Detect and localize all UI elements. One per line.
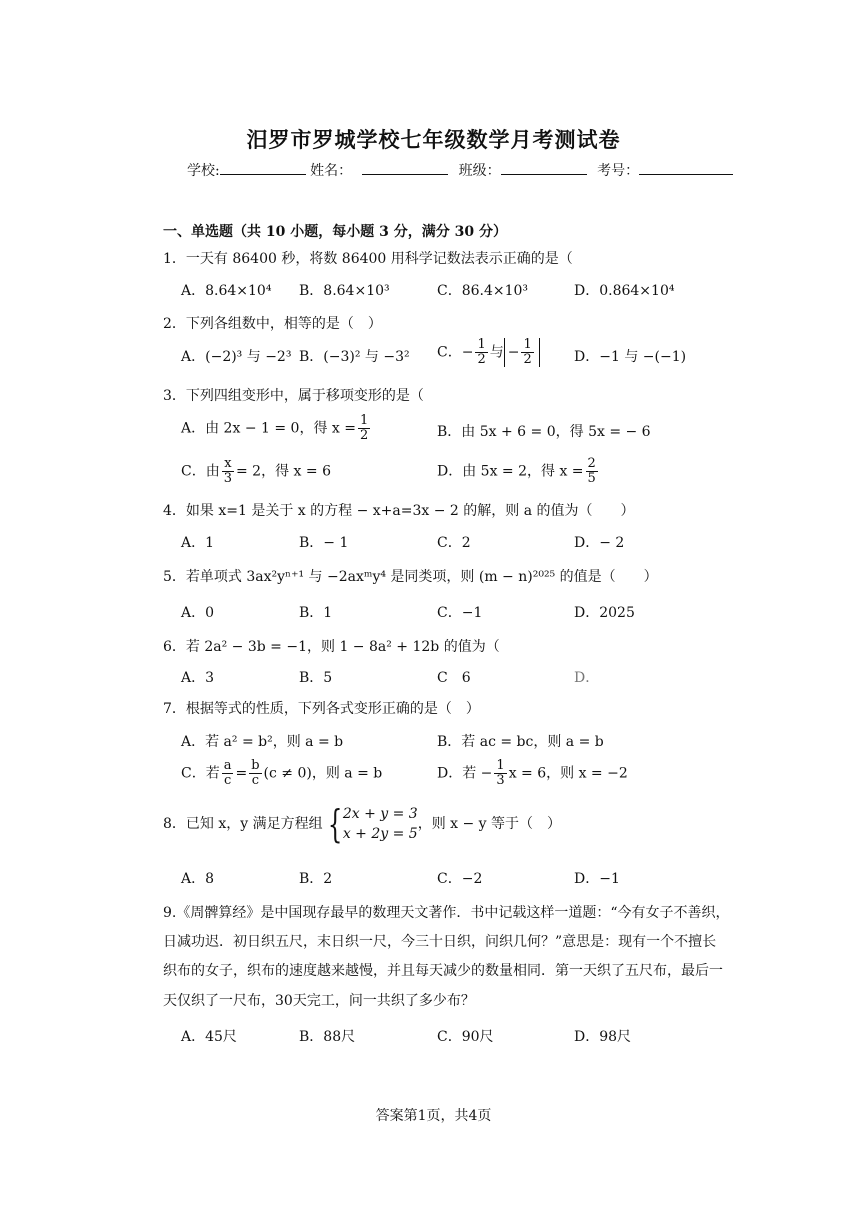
school-label: 学校: (187, 163, 220, 179)
numerator: x (222, 457, 234, 472)
denominator: 5 (587, 471, 596, 486)
option-label: C． (437, 344, 462, 361)
question-9-option-b: B．88尺 (299, 1029, 356, 1045)
exam-no-blank (639, 160, 733, 175)
question-8-stem (163, 804, 561, 844)
question-6-stem: 6．若 2a² − 3b = −1，则 1 − 8a² + 12b 的值为（ (163, 639, 500, 655)
numerator: 1 (477, 337, 486, 352)
equation-system (343, 804, 418, 844)
question-9-line-4: 天仅织了一尺布，30天完工，问一共织了多少布？ (163, 993, 475, 1009)
fraction (494, 759, 506, 788)
class-label: 班级： (458, 163, 501, 179)
question-2-option-b (299, 346, 410, 366)
question-9-line-2: 日减功迟．初日织五尺，末日织一尺，今三十日织，问织几何？”意思是：现有一个不擅长 (163, 934, 717, 950)
numerator: 2 (587, 456, 596, 471)
page-footer: 答案第1页，共4页 (375, 1108, 492, 1124)
question-9-line-3: 织布的女子，织布的速度越来越慢，并且每天减少的数量相同．第一天织了五尺布，最后一 (163, 963, 723, 979)
question-6-option-c: C 6 (437, 670, 471, 686)
option-label: B． (299, 349, 324, 365)
numerator: b (251, 758, 260, 773)
option-text: D．由 5x = 2，得 x = (437, 463, 584, 480)
equals-sign: = (235, 765, 248, 782)
question-1-option-d: D．0.864×10⁴ (574, 283, 675, 299)
question-9-option-c: C．90尺 (437, 1029, 494, 1045)
question-6-option-a: A．3 (181, 670, 215, 686)
class-blank (501, 160, 587, 175)
section-heading: 一、单选题（共 10 小题，每小题 3 分，满分 30 分） (163, 224, 507, 240)
fraction (358, 414, 370, 443)
question-2-option-d (574, 346, 686, 366)
denominator: 3 (496, 773, 505, 788)
question-1-option-b: B．8.64×10³ (299, 283, 390, 299)
question-9-option-a: A．45尺 (181, 1029, 237, 1045)
denominator: c (223, 773, 232, 788)
option-text: (c ≠ 0)，则 a = b (263, 765, 383, 782)
absolute-value: − $\frac{1}{2}$ (504, 338, 540, 367)
question-4-option-a: A．1 (181, 535, 215, 551)
question-3-option-d (437, 457, 600, 486)
denominator: 2 (477, 352, 486, 367)
question-8-option-c: C．−2 (437, 871, 483, 887)
question-9-line-1: 9.《周髀算经》是中国现存最早的数理天文著作．书中记载这样一道题：“今有女子不善织， (163, 905, 730, 921)
fraction (521, 338, 533, 367)
question-3-stem: 3．下列四组变形中，属于移项变形的是（ (163, 388, 424, 404)
equation-2: x + 2y = 5 (342, 826, 418, 842)
question-9-option-d: D．98尺 (574, 1029, 632, 1045)
option-text: A．由 2x − 1 = 0，得 x = (181, 420, 356, 437)
question-3-option-a (181, 414, 372, 443)
question-4-option-d: D．− 2 (574, 535, 625, 551)
denominator: 2 (359, 428, 369, 443)
numerator: 1 (523, 337, 532, 352)
question-6-option-d: D． (574, 670, 600, 686)
fraction (475, 338, 487, 367)
option-text: C．由 (181, 463, 220, 480)
question-3-option-b: B．由 5x + 6 = 0，得 5x = − 6 (437, 424, 651, 440)
expression: (−3)² 与 −3² (323, 349, 410, 365)
question-3-option-c (181, 457, 331, 486)
numerator: 1 (359, 413, 369, 428)
question-5-option-c: C．−1 (437, 605, 483, 621)
expression: (−2)³ 与 −2³ (205, 349, 292, 365)
expression: −1 与 −(−1) (599, 349, 687, 365)
exam-title: 汨罗市罗城学校七年级数学月考测试卷 (246, 127, 621, 152)
fraction (222, 759, 234, 788)
fraction (586, 457, 598, 486)
question-1-stem: 1．一天有 86400 秒，将数 86400 用科学记数法表示正确的是（ (163, 251, 573, 267)
student-info-row (187, 160, 733, 180)
question-8-option-d: D．−1 (574, 871, 620, 887)
exam-no-label: 考号： (597, 163, 640, 179)
option-text: = 2，得 x = 6 (236, 463, 331, 480)
question-8-option-a: A．8 (181, 871, 215, 887)
option-label: A． (181, 349, 206, 365)
name-label: 姓名： (310, 163, 353, 179)
option-text: C．若 (181, 765, 220, 782)
fraction (222, 457, 234, 486)
question-7-option-d (437, 759, 628, 788)
name-blank (362, 160, 448, 175)
minus-sign: − (461, 344, 474, 361)
question-7-option-a: A．若 a² = b²，则 a = b (181, 734, 344, 750)
denominator: 3 (223, 471, 232, 486)
question-6-option-b: B．5 (299, 670, 333, 686)
question-4-stem: 4．如果 x=1 是关于 x 的方程 − x+a=3x − 2 的解，则 a 的值为（ ） (163, 503, 635, 519)
numerator: a (223, 758, 232, 773)
question-5-option-d: D．2025 (574, 605, 635, 621)
equation-1: 2x + y = 3 (342, 806, 418, 822)
question-2-option-c (437, 338, 540, 367)
denominator: c (251, 773, 260, 788)
numerator: 1 (496, 758, 505, 773)
stem-text: 8．已知 x，y 满足方程组 (163, 816, 323, 832)
question-7-option-c (181, 759, 382, 788)
question-2-stem: 2．下列各组数中，相等的是（ ） (163, 316, 382, 332)
question-4-option-b: B．− 1 (299, 535, 349, 551)
stem-text: ，则 x − y 等于（ ） (417, 816, 562, 832)
question-5-option-a: A．0 (181, 605, 215, 621)
option-text: x = 6，则 x = −2 (508, 765, 628, 782)
school-blank (220, 160, 306, 175)
question-8-option-b: B．2 (299, 871, 333, 887)
question-1-option-a: A．8.64×10⁴ (181, 283, 272, 299)
question-5-option-b: B．1 (299, 605, 333, 621)
connector: 与 (489, 344, 504, 361)
denominator: 2 (523, 352, 532, 367)
question-2-option-a (181, 346, 291, 366)
question-7-stem: 7．根据等式的性质，下列各式变形正确的是（ ） (163, 701, 480, 717)
option-label: D． (574, 349, 600, 365)
option-text: D．若 − (437, 765, 493, 782)
question-7-option-b: B．若 ac = bc，则 a = b (437, 734, 604, 750)
question-5-stem: 5．若单项式 3ax²yⁿ⁺¹ 与 −2axᵐy⁴ 是同类项，则 (m − n)²⁰²⁵ 的值是（ ） (163, 569, 658, 585)
question-4-option-c: C．2 (437, 535, 471, 551)
fraction (249, 759, 261, 788)
question-1-option-c: C．86.4×10³ (437, 283, 529, 299)
system-brace: { (327, 802, 342, 846)
